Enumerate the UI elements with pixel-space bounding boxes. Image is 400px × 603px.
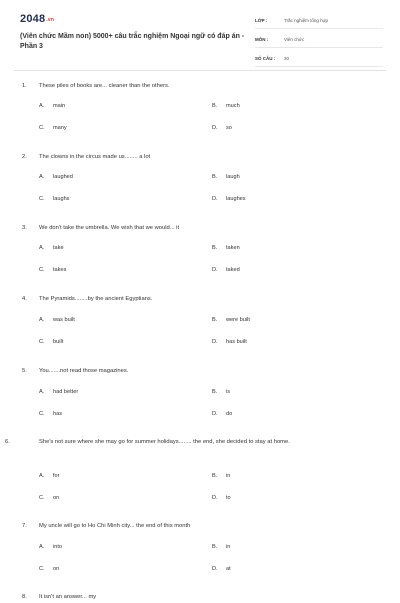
option-letter: C. [39, 339, 45, 345]
option-letter: C. [39, 566, 45, 572]
option-c[interactable] [39, 411, 62, 417]
option-text: at [226, 566, 231, 572]
option-b[interactable] [212, 317, 250, 323]
option-text: in [226, 544, 231, 550]
question-stem: These piles of books are... cleaner than the others. [39, 83, 170, 89]
option-c[interactable] [39, 125, 67, 131]
option-text: has built [226, 339, 247, 345]
option-b[interactable] [212, 389, 230, 395]
option-a[interactable] [39, 473, 60, 479]
meta-label: LỚP : [255, 18, 268, 23]
option-letter: B. [212, 389, 218, 395]
question-number: 6. [5, 439, 10, 445]
option-letter: A. [39, 245, 45, 251]
question-stem: The Pyramids........by the ancient Egyptians. [39, 296, 153, 302]
option-b[interactable] [212, 103, 240, 109]
option-c[interactable] [39, 267, 66, 273]
option-letter: A. [39, 544, 45, 550]
question-text [22, 521, 362, 532]
question-text [22, 81, 362, 92]
option-c[interactable] [39, 196, 69, 202]
option-text: taken [226, 245, 240, 251]
question-number: 7. [22, 523, 27, 529]
option-text: were built [226, 317, 250, 323]
option-text: on [53, 566, 60, 572]
option-text: for [53, 473, 60, 479]
option-a[interactable] [39, 174, 73, 180]
option-text: has [53, 411, 63, 417]
question-number: 5. [22, 368, 27, 374]
option-d[interactable] [212, 495, 231, 501]
question-stem: She's not sure where she may go for summer holidays........ the end, she decided to stay at home. [39, 439, 290, 445]
option-letter: C. [39, 196, 45, 202]
option-letter: A. [39, 103, 45, 109]
option-letter: D. [212, 196, 218, 202]
option-a[interactable] [39, 544, 62, 550]
question-text [22, 152, 362, 163]
meta-label: SỐ CÂU : [255, 56, 276, 61]
question-number: 4. [22, 296, 27, 302]
option-a[interactable] [39, 245, 64, 251]
option-c[interactable] [39, 566, 59, 572]
question-stem: We don't take the umbrella. We wish that we would... it [39, 225, 180, 231]
option-text: laugh [226, 174, 240, 180]
question-stem: It isn't an answer... my [39, 594, 97, 600]
option-text: in [226, 473, 231, 479]
option-letter: A. [39, 473, 45, 479]
question-text [22, 294, 362, 305]
option-text: on [53, 495, 60, 501]
option-a[interactable] [39, 317, 75, 323]
option-b[interactable] [212, 544, 230, 550]
header-divider [14, 70, 386, 71]
option-text: main [53, 103, 66, 109]
option-b[interactable] [212, 245, 240, 251]
document-header [0, 0, 400, 70]
option-letter: C. [39, 267, 45, 273]
meta-value: Trắc nghiệm tổng hợp [284, 18, 329, 23]
option-text: many [53, 125, 67, 131]
option-text: had better [53, 389, 79, 395]
option-letter: D. [212, 125, 218, 131]
option-c[interactable] [39, 495, 59, 501]
option-d[interactable] [212, 267, 240, 273]
question-number: 1. [22, 83, 27, 89]
logo-text: 2048 [20, 13, 46, 25]
option-text: much [226, 103, 240, 109]
question-stem: My uncle will go to Ho Chi Minh city... the end of this month [39, 523, 191, 529]
meta-row-count [255, 51, 383, 67]
option-text: do [226, 411, 233, 417]
option-letter: B. [212, 103, 218, 109]
option-letter: D. [212, 267, 218, 273]
option-d[interactable] [212, 125, 232, 131]
question-number: 8. [22, 594, 27, 600]
meta-value: 30 [284, 56, 290, 61]
option-a[interactable] [39, 103, 65, 109]
option-text: so [226, 125, 232, 131]
meta-row-subject [255, 32, 383, 48]
option-text: was built [53, 317, 75, 323]
option-text: built [53, 339, 64, 345]
option-letter: A. [39, 174, 45, 180]
option-letter: B. [212, 174, 218, 180]
option-letter: C. [39, 125, 45, 131]
option-text: taked [226, 267, 240, 273]
option-text: to [226, 495, 231, 501]
option-d[interactable] [212, 411, 232, 417]
meta-value: Viên chức [284, 37, 305, 42]
option-letter: D. [212, 339, 218, 345]
question-number: 3. [22, 225, 27, 231]
question-text [5, 437, 369, 448]
option-letter: B. [212, 473, 218, 479]
option-b[interactable] [212, 473, 230, 479]
option-text: takes [53, 267, 67, 273]
option-letter: D. [212, 411, 218, 417]
option-letter: B. [212, 544, 218, 550]
meta-row-class [255, 13, 383, 29]
option-d[interactable] [212, 196, 246, 202]
option-letter: C. [39, 495, 45, 501]
option-text: into [53, 544, 63, 550]
question-stem: You.......not read those magazines. [39, 368, 129, 374]
option-letter: A. [39, 317, 45, 323]
option-d[interactable] [212, 566, 231, 572]
option-letter: C. [39, 411, 45, 417]
question-number: 2. [22, 154, 27, 160]
option-c[interactable] [39, 339, 63, 345]
document-title: (Viên chức Mầm non) 5000+ câu trắc nghiệm Ngoại ngữ có đáp án - Phần 3 [20, 33, 245, 50]
site-logo[interactable] [20, 13, 54, 25]
option-letter: B. [212, 245, 218, 251]
meta-label: MÔN : [255, 37, 269, 42]
question-stem: The clowns in the circus made us........ a lot [39, 154, 151, 160]
option-letter: D. [212, 566, 218, 572]
option-d[interactable] [212, 339, 247, 345]
option-text: laughs [53, 196, 70, 202]
question-text [22, 366, 362, 377]
option-text: is [226, 389, 231, 395]
option-text: take [53, 245, 64, 251]
option-text: laughed [53, 174, 73, 180]
meta-table [255, 13, 383, 70]
option-letter: B. [212, 317, 218, 323]
question-text [22, 592, 362, 603]
option-a[interactable] [39, 389, 78, 395]
option-b[interactable] [212, 174, 240, 180]
option-letter: D. [212, 495, 218, 501]
option-text: laughes [226, 196, 246, 202]
logo-tld: .vn [46, 17, 55, 23]
question-text [22, 223, 362, 234]
option-letter: A. [39, 389, 45, 395]
